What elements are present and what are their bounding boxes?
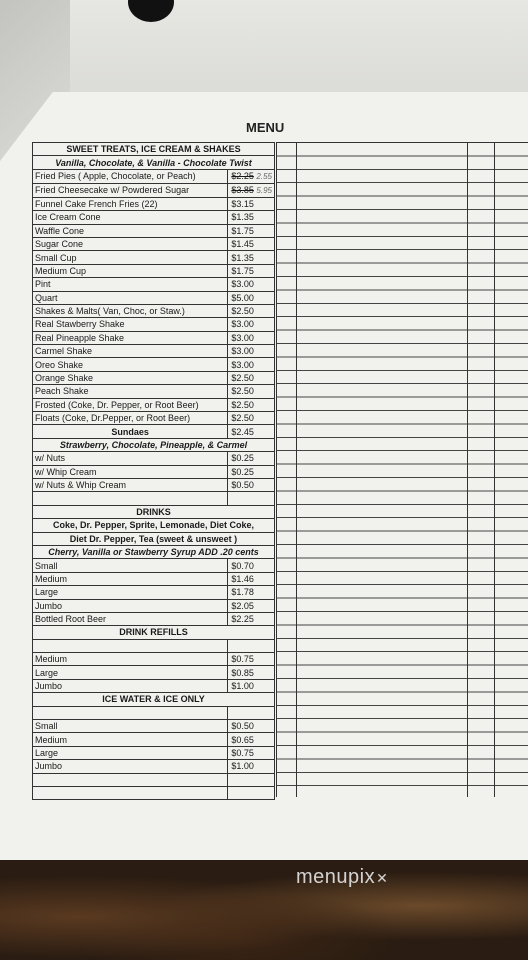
item-name: Small Cup bbox=[33, 251, 228, 264]
item-price: $0.50 bbox=[228, 720, 275, 733]
menu-item-row bbox=[33, 746, 275, 759]
blank-cell bbox=[33, 773, 228, 786]
drinks-syrup-note: Cherry, Vanilla or Stawberry Syrup ADD .20 cents bbox=[33, 545, 275, 558]
section-title-drinks: DRINKS bbox=[33, 505, 275, 518]
section-sub-row bbox=[33, 438, 275, 451]
item-name: Small bbox=[33, 720, 228, 733]
item-price: $1.45 bbox=[228, 237, 275, 250]
item-name: Sugar Cone bbox=[33, 237, 228, 250]
item-price: $3.00 bbox=[228, 278, 275, 291]
blank-cell bbox=[228, 492, 275, 505]
item-name: Funnel Cake French Fries (22) bbox=[33, 197, 228, 210]
section-title-sundaes: Sundaes bbox=[33, 425, 228, 438]
item-name: w/ Nuts & Whip Cream bbox=[33, 478, 228, 491]
item-name: Jumbo bbox=[33, 760, 228, 773]
item-price: $0.25 bbox=[228, 465, 275, 478]
item-name: Bottled Root Beer bbox=[33, 612, 228, 625]
blank-cell bbox=[228, 706, 275, 719]
item-price: $1.78 bbox=[228, 586, 275, 599]
item-price: $3.00 bbox=[228, 358, 275, 371]
item-name: Small bbox=[33, 559, 228, 572]
item-name: Jumbo bbox=[33, 599, 228, 612]
item-name: Fried Pies ( Apple, Chocolate, or Peach) bbox=[33, 169, 228, 183]
item-name: Medium bbox=[33, 733, 228, 746]
menu-item-row bbox=[33, 331, 275, 344]
item-name: Large bbox=[33, 666, 228, 679]
item-name: w/ Nuts bbox=[33, 452, 228, 465]
item-price: $1.46 bbox=[228, 572, 275, 585]
menu-item-row bbox=[33, 291, 275, 304]
item-price: $1.35 bbox=[228, 251, 275, 264]
blank-cell bbox=[33, 492, 228, 505]
item-price: $0.65 bbox=[228, 733, 275, 746]
empty-grid-column bbox=[276, 142, 528, 797]
section-header-row bbox=[33, 143, 275, 156]
item-name: Fried Cheesecake w/ Powdered Sugar bbox=[33, 183, 228, 197]
menu-item-row bbox=[33, 224, 275, 237]
blank-row bbox=[33, 773, 275, 786]
section-header-row bbox=[33, 425, 275, 438]
menu-item-row bbox=[33, 169, 275, 183]
menu-item-row bbox=[33, 211, 275, 224]
section-header-row bbox=[33, 626, 275, 639]
blank-cell bbox=[228, 639, 275, 652]
section-header-row bbox=[33, 693, 275, 706]
section-title-refills: DRINK REFILLS bbox=[33, 626, 275, 639]
item-price: $2.05 bbox=[228, 599, 275, 612]
menu-item-row bbox=[33, 478, 275, 491]
menu-item-row bbox=[33, 572, 275, 585]
item-name: Oreo Shake bbox=[33, 358, 228, 371]
item-price: $3.00 bbox=[228, 318, 275, 331]
menu-item-row bbox=[33, 733, 275, 746]
watermark bbox=[296, 866, 388, 889]
item-name: Large bbox=[33, 586, 228, 599]
item-name: Waffle Cone bbox=[33, 224, 228, 237]
menu-item-row bbox=[33, 760, 275, 773]
grid-divider bbox=[494, 143, 495, 797]
drinks-list-line-1: Coke, Dr. Pepper, Sprite, Lemonade, Diet Coke, bbox=[33, 519, 275, 532]
menu-item-row bbox=[33, 612, 275, 625]
blank-cell bbox=[33, 706, 228, 719]
item-name: Real Stawberry Shake bbox=[33, 318, 228, 331]
drinks-list-line-2: Diet Dr. Pepper, Tea (sweet & unsweet ) bbox=[33, 532, 275, 545]
item-price: $1.00 bbox=[228, 760, 275, 773]
menu-item-row bbox=[33, 304, 275, 317]
menu-item-row bbox=[33, 452, 275, 465]
menu-item-row bbox=[33, 586, 275, 599]
item-name: Carmel Shake bbox=[33, 345, 228, 358]
item-price: $1.35 bbox=[228, 211, 275, 224]
menu-item-row bbox=[33, 599, 275, 612]
section-sub-row bbox=[33, 545, 275, 558]
menu-item-row bbox=[33, 720, 275, 733]
menu-table bbox=[32, 142, 275, 800]
section-subtitle-treats: Vanilla, Chocolate, & Vanilla - Chocolate Twist bbox=[33, 156, 275, 169]
item-name: Orange Shake bbox=[33, 371, 228, 384]
section-title-icewater: ICE WATER & ICE ONLY bbox=[33, 693, 275, 706]
item-price: $2.50 bbox=[228, 371, 275, 384]
item-name: Ice Cream Cone bbox=[33, 211, 228, 224]
grid-divider bbox=[296, 143, 297, 797]
item-name: Medium bbox=[33, 653, 228, 666]
menu-item-row bbox=[33, 398, 275, 411]
item-price: $3.00 bbox=[228, 331, 275, 344]
item-price: $3.15 bbox=[228, 197, 275, 210]
menu-title: MENU bbox=[246, 120, 285, 135]
item-price: $5.00 bbox=[228, 291, 275, 304]
item-price: $3.00 bbox=[228, 345, 275, 358]
section-title-treats: SWEET TREATS, ICE CREAM & SHAKES bbox=[33, 143, 275, 156]
item-name: Jumbo bbox=[33, 679, 228, 692]
item-price: $2.50 bbox=[228, 385, 275, 398]
item-name: Medium Cup bbox=[33, 264, 228, 277]
menu-item-row bbox=[33, 679, 275, 692]
menu-item-row bbox=[33, 278, 275, 291]
item-name: Shakes & Malts( Van, Choc, or Staw.) bbox=[33, 304, 228, 317]
blank-row bbox=[33, 786, 275, 799]
section-subtitle-sundaes: Strawberry, Chocolate, Pineapple, & Carmel bbox=[33, 438, 275, 451]
item-price: $1.75 bbox=[228, 264, 275, 277]
item-name: Peach Shake bbox=[33, 385, 228, 398]
item-price: $2.50 bbox=[228, 398, 275, 411]
item-name: Large bbox=[33, 746, 228, 759]
menu-item-row bbox=[33, 358, 275, 371]
item-name: Pint bbox=[33, 278, 228, 291]
item-name: w/ Whip Cream bbox=[33, 465, 228, 478]
menu-item-row bbox=[33, 318, 275, 331]
blank-row bbox=[33, 639, 275, 652]
item-price: $0.25 bbox=[228, 452, 275, 465]
menu-item-row bbox=[33, 183, 275, 197]
watermark-text: menupix bbox=[296, 866, 376, 888]
sundaes-price: $2.45 bbox=[228, 425, 275, 438]
menu-item-row bbox=[33, 559, 275, 572]
menu-item-row bbox=[33, 371, 275, 384]
blank-cell bbox=[228, 786, 275, 799]
item-name: Real Pineapple Shake bbox=[33, 331, 228, 344]
item-name: Frosted (Coke, Dr. Pepper, or Root Beer) bbox=[33, 398, 228, 411]
menu-item-row bbox=[33, 197, 275, 210]
item-price: $0.85 bbox=[228, 666, 275, 679]
blank-cell bbox=[33, 639, 228, 652]
menu-item-row bbox=[33, 237, 275, 250]
grid-divider bbox=[467, 143, 468, 797]
item-price: $1.75 bbox=[228, 224, 275, 237]
item-price: $0.70 bbox=[228, 559, 275, 572]
item-price: $0.75 bbox=[228, 653, 275, 666]
menu-item-row bbox=[33, 264, 275, 277]
blank-row bbox=[33, 492, 275, 505]
item-price: $2.50 bbox=[228, 304, 275, 317]
item-price: $2.25 2.55 bbox=[228, 169, 275, 183]
menu-item-row bbox=[33, 653, 275, 666]
blank-row bbox=[33, 706, 275, 719]
section-sub-row bbox=[33, 156, 275, 169]
sparkle-icon: ✕ bbox=[376, 870, 389, 886]
item-name: Floats (Coke, Dr.Pepper, or Root Beer) bbox=[33, 412, 228, 425]
item-price: $2.25 bbox=[228, 612, 275, 625]
item-price: $0.75 bbox=[228, 746, 275, 759]
blank-cell bbox=[228, 773, 275, 786]
item-price: $3.85 5.95 bbox=[228, 183, 275, 197]
section-sub-row bbox=[33, 532, 275, 545]
item-price: $1.00 bbox=[228, 679, 275, 692]
item-name: Quart bbox=[33, 291, 228, 304]
section-header-row bbox=[33, 505, 275, 518]
blank-cell bbox=[33, 786, 228, 799]
menu-item-row bbox=[33, 412, 275, 425]
menu-item-row bbox=[33, 251, 275, 264]
menu-item-row bbox=[33, 666, 275, 679]
section-sub-row bbox=[33, 519, 275, 532]
menu-item-row bbox=[33, 385, 275, 398]
menu-item-row bbox=[33, 465, 275, 478]
item-price: $0.50 bbox=[228, 478, 275, 491]
background-floor bbox=[0, 852, 528, 960]
item-name: Medium bbox=[33, 572, 228, 585]
item-price: $2.50 bbox=[228, 412, 275, 425]
menu-item-row bbox=[33, 345, 275, 358]
